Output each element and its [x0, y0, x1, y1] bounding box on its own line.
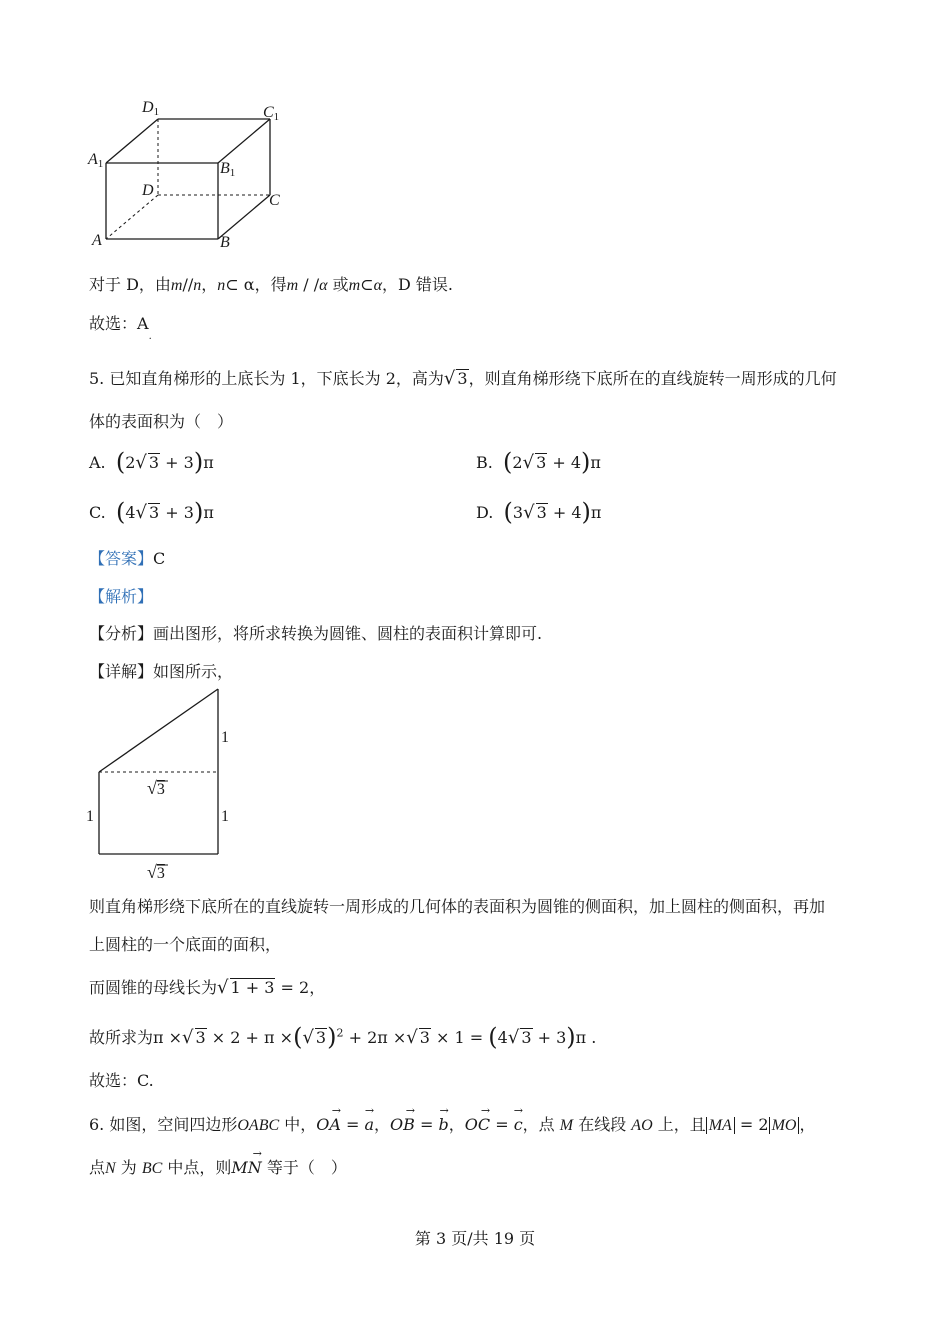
- q5-fenxi: 【分析】画出图形，将所求转换为圆锥、圆柱的表面积计算即可.: [89, 624, 543, 643]
- q5-detail: 【详解】如图所示，: [89, 662, 234, 681]
- q5-stem-line1: 5. 已知直角梯形的上底长为 1，下底长为 2，高为√ 3，则直角梯形绕下底所在的直线旋转一周形成的几何: [89, 368, 837, 389]
- page-footer: 第 3 页/共 19 页: [414, 1229, 536, 1248]
- q5-analysis-tag: 【解析】: [89, 587, 154, 606]
- q5-result: 故所求为π ×√ 3 × 2 + π ×(√ 3)$^2$ + 2π ×√ 3 × 1 = (4√ 3 + 3)π .: [89, 1023, 597, 1051]
- fig-label-mid-sqrt: √3: [147, 778, 165, 798]
- cube-figure: [80, 92, 300, 262]
- q5-option-a[interactable]: A. (2√ 3 + 3)π: [89, 448, 214, 476]
- q5-choose: 故选：C.: [89, 1071, 154, 1090]
- q5-option-c[interactable]: C. (4√ 3 + 3)π: [89, 498, 214, 526]
- q5-option-d[interactable]: D. (3√ 3 + 4)π: [476, 498, 602, 526]
- label-a: A: [92, 232, 102, 249]
- label-d1: D1: [142, 99, 160, 118]
- label-c1: C1: [263, 104, 280, 123]
- q5-slant-height: 而圆锥的母线长为√ 1 + 3 = 2，: [89, 977, 326, 998]
- trapezoid-figure: [80, 680, 250, 885]
- q4-conclusion-d: 对于 D，由m//n，n⊂ α，得m / /α 或m⊂α，D 错误.: [89, 275, 453, 294]
- label-b: B: [220, 234, 230, 251]
- q6-stem-line1: 6. 如图，空间四边形OABC 中，→ OA = → a，→ OB = → b，→ OC = → c，点 M 在线段 AO 上，且 MA = 2 MO ，: [89, 1112, 816, 1135]
- q6-stem-line2: 点N 为 BC 中点，则→ MN 等于（ ）: [89, 1155, 347, 1178]
- q5-option-b[interactable]: B. (2√ 3 + 4)π: [476, 448, 601, 476]
- label-d: D: [142, 182, 154, 199]
- fig-label-left: 1: [86, 808, 94, 825]
- label-a1: A1: [88, 151, 104, 170]
- q5-explain-line2: 上圆柱的一个底面的面积，: [89, 935, 282, 954]
- q5-answer: 【答案】C: [89, 549, 166, 568]
- q5-stem-line2: 体的表面积为（ ）: [89, 412, 234, 431]
- label-b1: B1: [220, 160, 236, 179]
- label-c: C: [269, 192, 280, 209]
- q5-explain-line1: 则直角梯形绕下底所在的直线旋转一周形成的几何体的表面积为圆锥的侧面积，加上圆柱的侧面积，再加: [89, 897, 826, 916]
- fig-label-bottom-sqrt: √3: [147, 862, 165, 882]
- fig-label-right: 1: [221, 808, 229, 825]
- fig-label-top-right: 1: [221, 729, 229, 746]
- q4-choose: 故选：$A_.$: [89, 314, 152, 342]
